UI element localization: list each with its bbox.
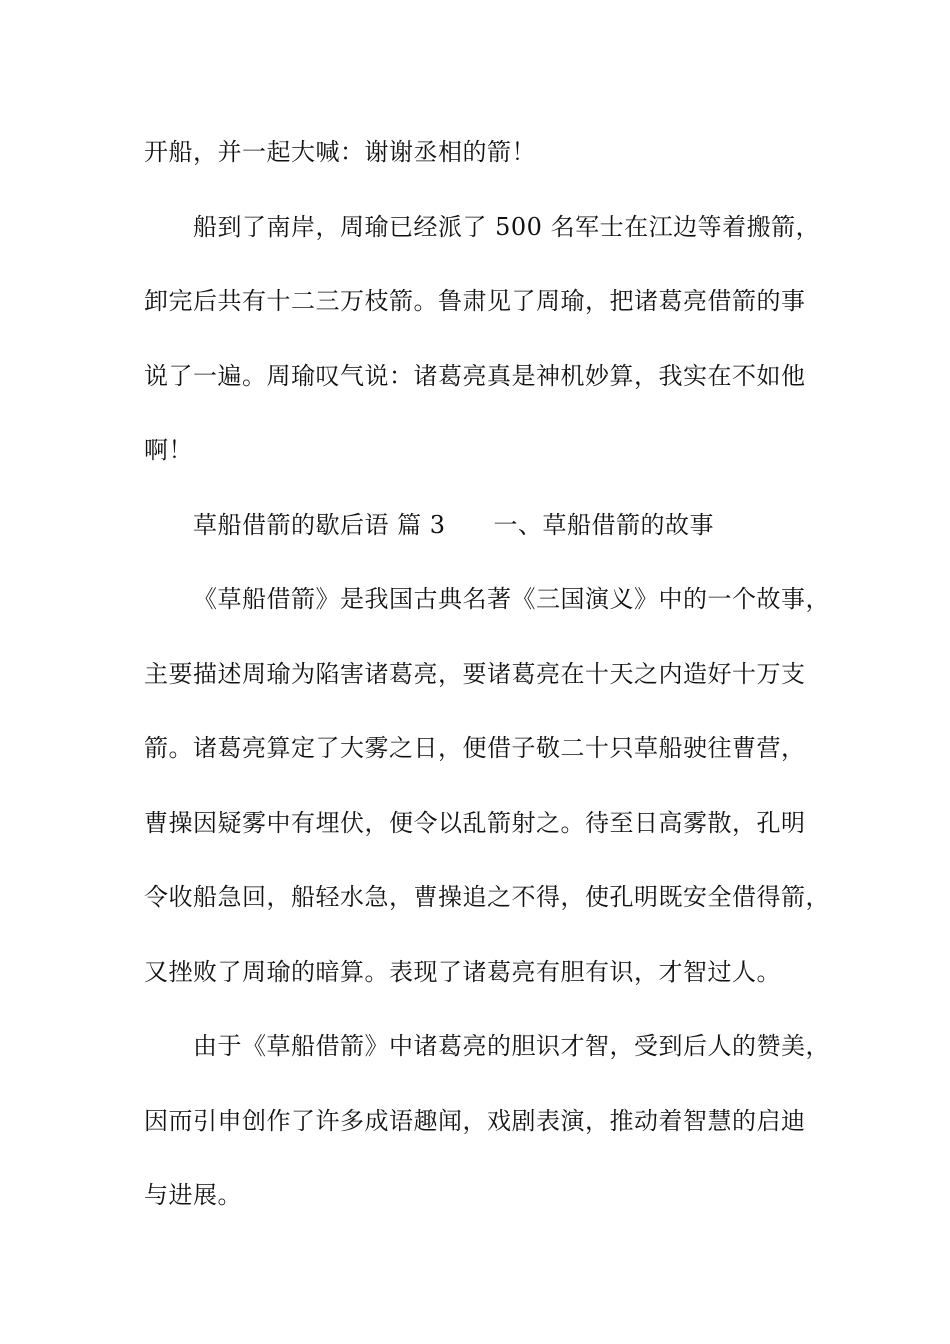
section-heading <box>193 510 714 540</box>
text-line: 卸完后共有十二三万枝箭。鲁肃见了周瑜，把诸葛亮借箭的事 <box>144 287 806 315</box>
text-line: 箭。诸葛亮算定了大雾之日，便借子敬二十只草船驶往曹营， <box>144 734 806 762</box>
text-line: 曹操因疑雾中有埋伏，便令以乱箭射之。待至日高雾散，孔明 <box>144 809 806 837</box>
text-line: 与进展。 <box>144 1181 242 1209</box>
text-line: 由于《草船借箭》中诸葛亮的胆识才智，受到后人的赞美， <box>193 1032 830 1060</box>
text-line: 船到了南岸，周瑜已经派了 500 名军士在江边等着搬箭， <box>193 213 821 241</box>
heading-subtitle: 一、草船借箭的故事 <box>493 511 715 539</box>
heading-title: 草船借箭的歇后语 篇 3 <box>193 511 446 539</box>
text-line: 令收船急回，船轻水急，曹操追之不得，使孔明既安全借得箭， <box>144 883 830 911</box>
text-line: 啊！ <box>144 436 193 464</box>
text-line: 主要描述周瑜为陷害诸葛亮，要诸葛亮在十天之内造好十万支 <box>144 660 806 688</box>
text-line: 说了一遍。周瑜叹气说：诸葛亮真是神机妙算，我实在不如他 <box>144 362 806 390</box>
text-line: 因而引申创作了许多成语趣闻，戏剧表演，推动着智慧的启迪 <box>144 1107 806 1135</box>
text-line: 又挫败了周瑜的暗算。表现了诸葛亮有胆有识，才智过人。 <box>144 958 781 986</box>
text-line: 开船，并一起大喊：谢谢丞相的箭！ <box>144 138 536 166</box>
text-line: 《草船借箭》是我国古典名著《三国演义》中的一个故事， <box>193 585 830 613</box>
